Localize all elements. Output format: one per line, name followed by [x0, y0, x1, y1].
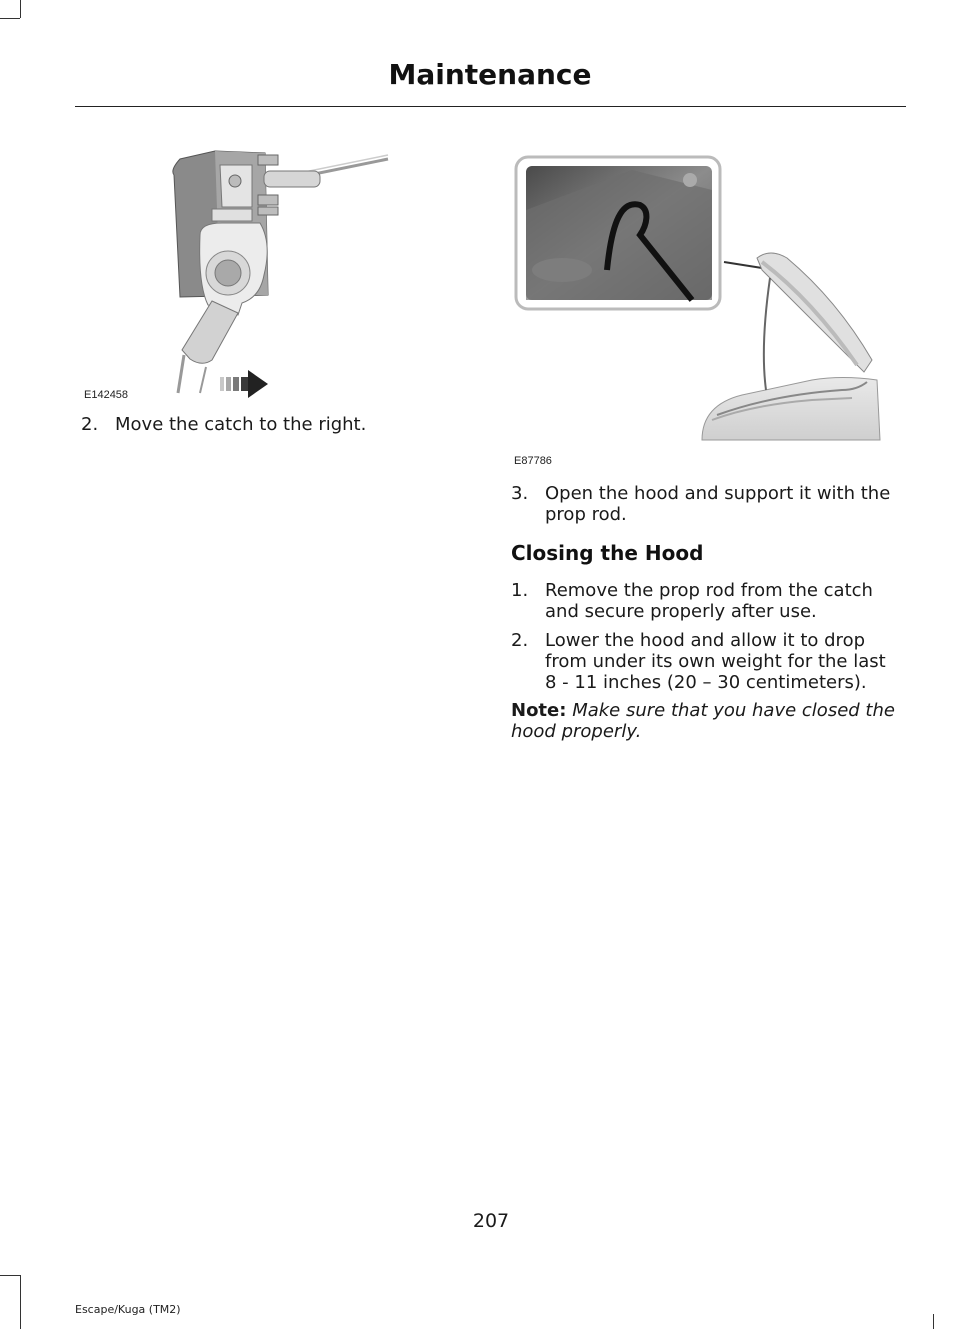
step-text: Remove the prop rod from the catch and secure properly after use.: [545, 580, 873, 622]
section-heading: Closing the Hood: [511, 541, 704, 565]
step-item: [511, 483, 906, 525]
crop-mark: [933, 1314, 934, 1329]
step-number: 1.: [511, 580, 529, 601]
note-text: hood properly.: [511, 721, 642, 742]
crop-mark: [20, 1275, 21, 1329]
figure-code: E87786: [514, 455, 552, 467]
crop-mark: [0, 18, 20, 19]
step-text: Open the hood and support it with the prop rod.: [545, 483, 891, 525]
step-item: [511, 630, 906, 693]
step-number: 2.: [511, 630, 529, 651]
footer-model: Escape/Kuga (TM2): [75, 1303, 181, 1316]
crop-mark: [0, 1275, 20, 1276]
step-item: [511, 580, 906, 622]
step-number: 2.: [81, 414, 99, 435]
hood-catch-illustration: [160, 145, 400, 395]
crop-mark: [20, 0, 21, 18]
header-rule: [75, 106, 906, 107]
step-text: Lower the hood and allow it to drop from under its own weight for the last 8 - 11 inches (20 – 30 centimeters).: [545, 630, 886, 693]
step-number: 3.: [511, 483, 529, 504]
note-text: Make sure that you have closed the: [572, 700, 895, 721]
arrow-right-icon: [220, 366, 270, 402]
hood-prop-rod-illustration: [512, 150, 892, 450]
page-number: 207: [472, 1210, 510, 1232]
note: [511, 700, 906, 742]
page-title: Maintenance: [388, 58, 592, 91]
step-text: Move the catch to the right.: [115, 414, 367, 435]
note-label: Note:: [511, 700, 567, 721]
figure-code: E142458: [84, 389, 129, 401]
